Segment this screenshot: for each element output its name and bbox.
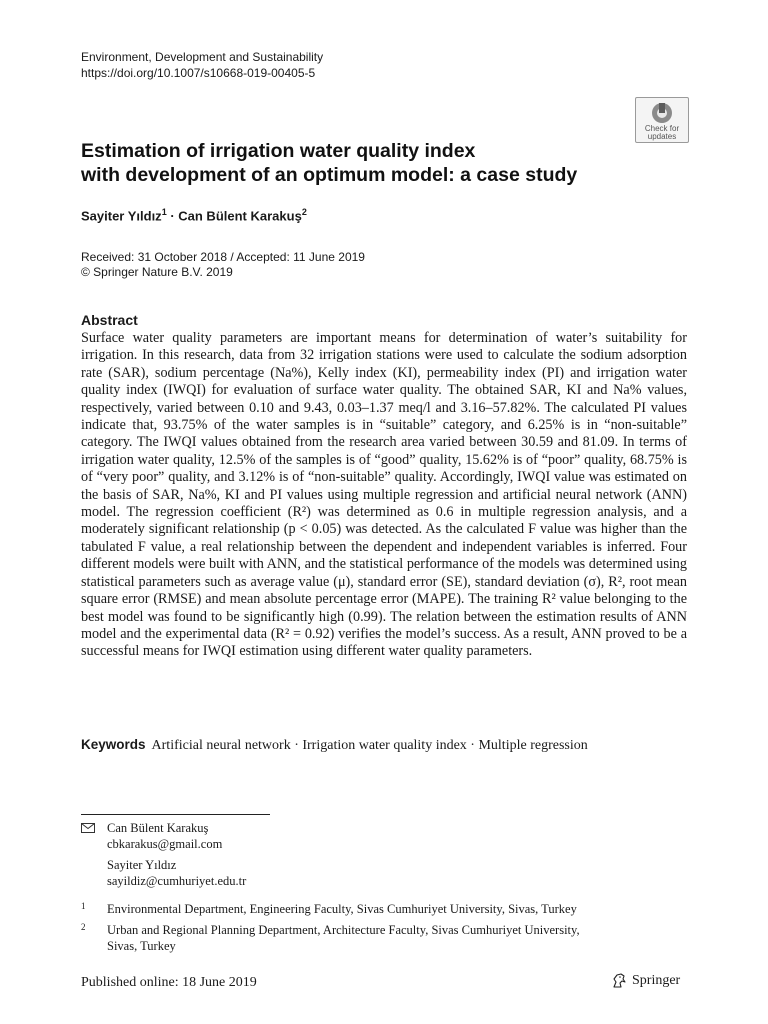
- author-affiliation-marker: 1: [161, 207, 167, 217]
- title-line-1: Estimation of irrigation water quality index: [81, 140, 476, 162]
- keywords: [81, 737, 588, 754]
- springer-horse-icon: [611, 973, 627, 989]
- author-name[interactable]: Can Bülent Karakuş: [178, 208, 302, 224]
- correspondence-entry: [107, 820, 407, 852]
- journal-header: [81, 49, 323, 81]
- author-list: [81, 207, 307, 223]
- publisher-name: Springer: [632, 973, 681, 988]
- abstract-heading: Abstract: [81, 312, 138, 328]
- footnote-divider: [81, 814, 270, 815]
- envelope-icon: [81, 823, 95, 833]
- affiliation-text: Environmental Department, Engineering Faculty, Sivas Cumhuriyet University, Sivas, Turkey: [107, 902, 577, 916]
- received-accepted: Received: 31 October 2018 / Accepted: 11 June 2019: [81, 250, 365, 264]
- correspondent-name: Can Bülent Karakuş: [107, 821, 209, 835]
- published-online: Published online: 18 June 2019: [81, 975, 257, 990]
- publisher-logo[interactable]: [611, 973, 680, 989]
- check-for-updates-badge[interactable]: [635, 97, 689, 143]
- correspondence-entry: [107, 857, 407, 889]
- author-name[interactable]: Sayiter Yıldız: [81, 208, 162, 224]
- affiliation-text: Sivas, Turkey: [107, 939, 176, 953]
- paper-title: [81, 139, 641, 187]
- check-for-updates-icon: [650, 102, 674, 124]
- affiliation-number: 1: [81, 901, 86, 911]
- affiliation-number: 2: [81, 922, 86, 932]
- abstract-body: Surface water quality parameters are important means for determination of water’s suitability for irrigation. In this research, data from 32 irrigation stations were used to calculate the sodium adsorption rate (SAR), sodium percentage (Na%), Kelly index (KI), permeability index (PI) and irrigation water quality index (IWQI) for evaluation of surface water quality. The obtained SAR, KI and Na% values, respectively, varied between 0.10 and 9.43, 0.03–1.37 meq/l and 3.16–57.82%. The calculated PI values indicate that, 93.75% of the water samples is in “suitable” category, and 6.25% is in “non-suitable” category. The IWQI values obtained from the research area varied between 30.59 and 81.09. In terms of irrigation water quality, 12.5% of the samples is of “good” quality, 15.62% is of “poor” quality, 68.75% is of “very poor” quality, and 3.12% is of “non-suitable” quality. Accordingly, IWQI value was estimated on the basis of SAR, Na%, KI and PI values using multiple regression and artificial neural network (ANN) model. The regression coefficient (R²) was determined as 0.6 in multiple regression analysis, and a moderately significant relationship (p < 0.05) was detected. As the calculated F value was higher than the tabulated F value, a real relationship between the dependent and independent variables is inferred. Four different models were built with ANN, and the statistical performance of the models was determined using statistical parameters such as average value (μ), standard error (SE), standard deviation (σ), R², root mean square error (RMSE) and mean absolute percentage error (MAPE). The training R² value belonging to the best model was found to be significantly high (0.99). The relation between the estimation results of ANN model and the experimental data (R² = 0.92) verifies the model’s success. As a result, ANN proved to be a successful means for IWQI estimation using different water quality parameters.: [81, 330, 687, 660]
- publication-dates: [81, 250, 365, 280]
- keywords-list: Artificial neural network · Irrigation water quality index · Multiple regression: [151, 738, 588, 753]
- author-separator: ·: [166, 208, 179, 224]
- correspondent-email[interactable]: cbkarakus@gmail.com: [107, 837, 223, 851]
- check-for-updates-label: Check for updates: [644, 124, 680, 141]
- correspondent-name: Sayiter Yıldız: [107, 858, 177, 872]
- keywords-label: Keywords: [81, 737, 146, 752]
- affiliation-text: Urban and Regional Planning Department, Architecture Faculty, Sivas Cumhuriyet University,: [107, 923, 580, 937]
- author-affiliation-marker: 2: [301, 207, 307, 217]
- copyright: © Springer Nature B.V. 2019: [81, 265, 233, 279]
- doi-link[interactable]: https://doi.org/10.1007/s10668-019-00405-5: [81, 66, 316, 80]
- journal-name: Environment, Development and Sustainability: [81, 50, 324, 64]
- title-line-2: with development of an optimum model: a case study: [81, 164, 578, 186]
- correspondent-email[interactable]: sayildiz@cumhuriyet.edu.tr: [107, 874, 247, 888]
